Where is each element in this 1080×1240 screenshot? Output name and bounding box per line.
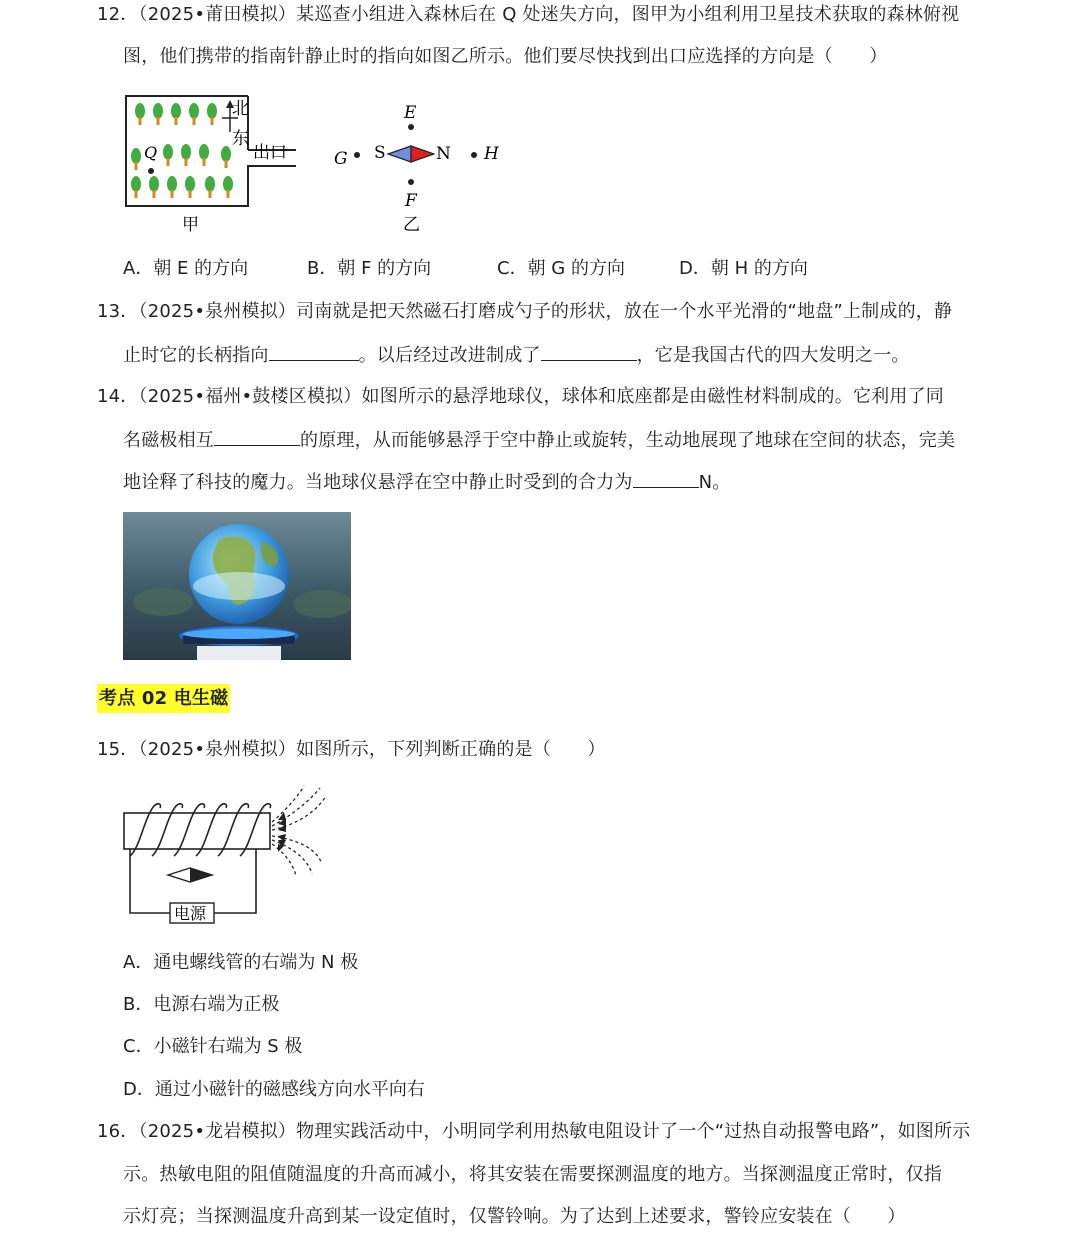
q15-option-a[interactable]: A．通电螺线管的右端为 N 极 bbox=[123, 952, 359, 973]
q15-option-d[interactable]: D．通过小磁针的磁感线方向水平向右 bbox=[123, 1079, 425, 1100]
q16-line-3: 示灯亮；当探测温度升高到某一设定值时，仅警铃响。为了达到上述要求，警铃应安装在（ ） bbox=[123, 1206, 906, 1227]
q13-blank-1[interactable] bbox=[269, 342, 359, 361]
q14-text-d: N。 bbox=[698, 472, 731, 493]
point-h-label: H bbox=[484, 144, 499, 164]
q12-option-c[interactable]: C．朝 G 的方向 bbox=[497, 258, 625, 279]
point-f-label: F bbox=[405, 191, 417, 211]
fig-yi-caption: 乙 bbox=[403, 215, 420, 235]
point-g-label: G bbox=[334, 149, 348, 169]
power-source-label: 电源 bbox=[174, 904, 207, 923]
point-f-dot bbox=[408, 179, 414, 185]
forest-map-figure bbox=[118, 88, 308, 238]
q14-text-c: 地诠释了科技的魔力。当地球仪悬浮在空中静止时受到的合力为 bbox=[123, 472, 633, 493]
q13-line-2 bbox=[123, 342, 910, 369]
solenoid-circuit-figure bbox=[118, 778, 338, 928]
q14-blank-2[interactable] bbox=[633, 469, 699, 488]
q12-option-a[interactable]: A．朝 E 的方向 bbox=[123, 258, 249, 279]
q15-line-1: 15．（2025•泉州模拟）如图所示，下列判断正确的是（ ） bbox=[97, 739, 606, 760]
q16-line-1: 16．（2025•龙岩模拟）物理实践活动中，小明同学利用热敏电阻设计了一个“过热自动报警电路”，如图所示 bbox=[97, 1121, 971, 1142]
section-label: 考点 02 电生磁 bbox=[97, 684, 230, 713]
q12-option-d[interactable]: D．朝 H 的方向 bbox=[679, 258, 808, 279]
q12-line-2: 图，他们携带的指南针静止时的指向如图乙所示。他们要尽快找到出口应选择的方向是（ ） bbox=[123, 46, 888, 67]
q13-text-a: 止时它的长柄指向 bbox=[123, 345, 269, 366]
levitating-globe-photo bbox=[123, 512, 351, 660]
section-heading bbox=[97, 686, 230, 712]
q13-blank-2[interactable] bbox=[541, 342, 637, 361]
north-label: 北 bbox=[232, 99, 249, 119]
q14-line-1: 14．（2025•福州•鼓楼区模拟）如图所示的悬浮地球仪，球体和底座都是由磁性材料制成的。它利用了同 bbox=[97, 386, 944, 407]
q14-blank-1[interactable] bbox=[214, 427, 300, 446]
magnetic-field-lines bbox=[272, 786, 326, 876]
q16-line-2: 示。热敏电阻的阻值随温度的升高而减小，将其安装在需要探测温度的地方。当探测温度正常时，仅指 bbox=[123, 1164, 942, 1185]
q14-line-3 bbox=[123, 469, 730, 496]
compass-figure bbox=[328, 96, 508, 236]
q13-text-c: ，它是我国古代的四大发明之一。 bbox=[636, 345, 910, 366]
point-q-dot bbox=[148, 168, 154, 174]
q13-line-1: 13．（2025•泉州模拟）司南就是把天然磁石打磨成勺子的形状，放在一个水平光滑的“地盘”上制成的，静 bbox=[97, 301, 953, 322]
point-g-dot bbox=[354, 152, 360, 158]
small-compass-needle-icon bbox=[168, 868, 212, 882]
q14-text-b: 的原理，从而能够悬浮于空中静止或旋转，生动地展现了地球在空间的状态，完美 bbox=[300, 430, 956, 451]
q12-line-1: 12．（2025•莆田模拟）某巡查小组进入森林后在 Q 处迷失方向，图甲为小组利用卫星技术获取的森林俯视 bbox=[97, 4, 960, 25]
pole-s-label: S bbox=[374, 143, 386, 163]
point-e-dot bbox=[408, 124, 414, 130]
point-e-label: E bbox=[404, 103, 417, 123]
q15-option-c[interactable]: C．小磁针右端为 S 极 bbox=[123, 1036, 303, 1057]
q15-option-b[interactable]: B．电源右端为正极 bbox=[123, 994, 280, 1015]
q12-option-b[interactable]: B．朝 F 的方向 bbox=[307, 258, 432, 279]
q14-text-a: 名磁极相互 bbox=[123, 430, 214, 451]
q13-text-b: 。以后经过改进制成了 bbox=[358, 345, 541, 366]
q14-line-2 bbox=[123, 427, 955, 454]
coil-windings bbox=[130, 804, 271, 856]
fig-jia-caption: 甲 bbox=[182, 215, 199, 235]
tree-row-3 bbox=[131, 176, 233, 198]
compass-needle-icon bbox=[388, 146, 434, 162]
exit-label: 出口 bbox=[253, 143, 287, 163]
pole-n-label: N bbox=[436, 144, 451, 164]
point-h-dot bbox=[471, 152, 477, 158]
point-q-label: Q bbox=[144, 143, 158, 162]
east-label: 东 bbox=[232, 129, 249, 149]
tree-row-1 bbox=[135, 103, 217, 125]
